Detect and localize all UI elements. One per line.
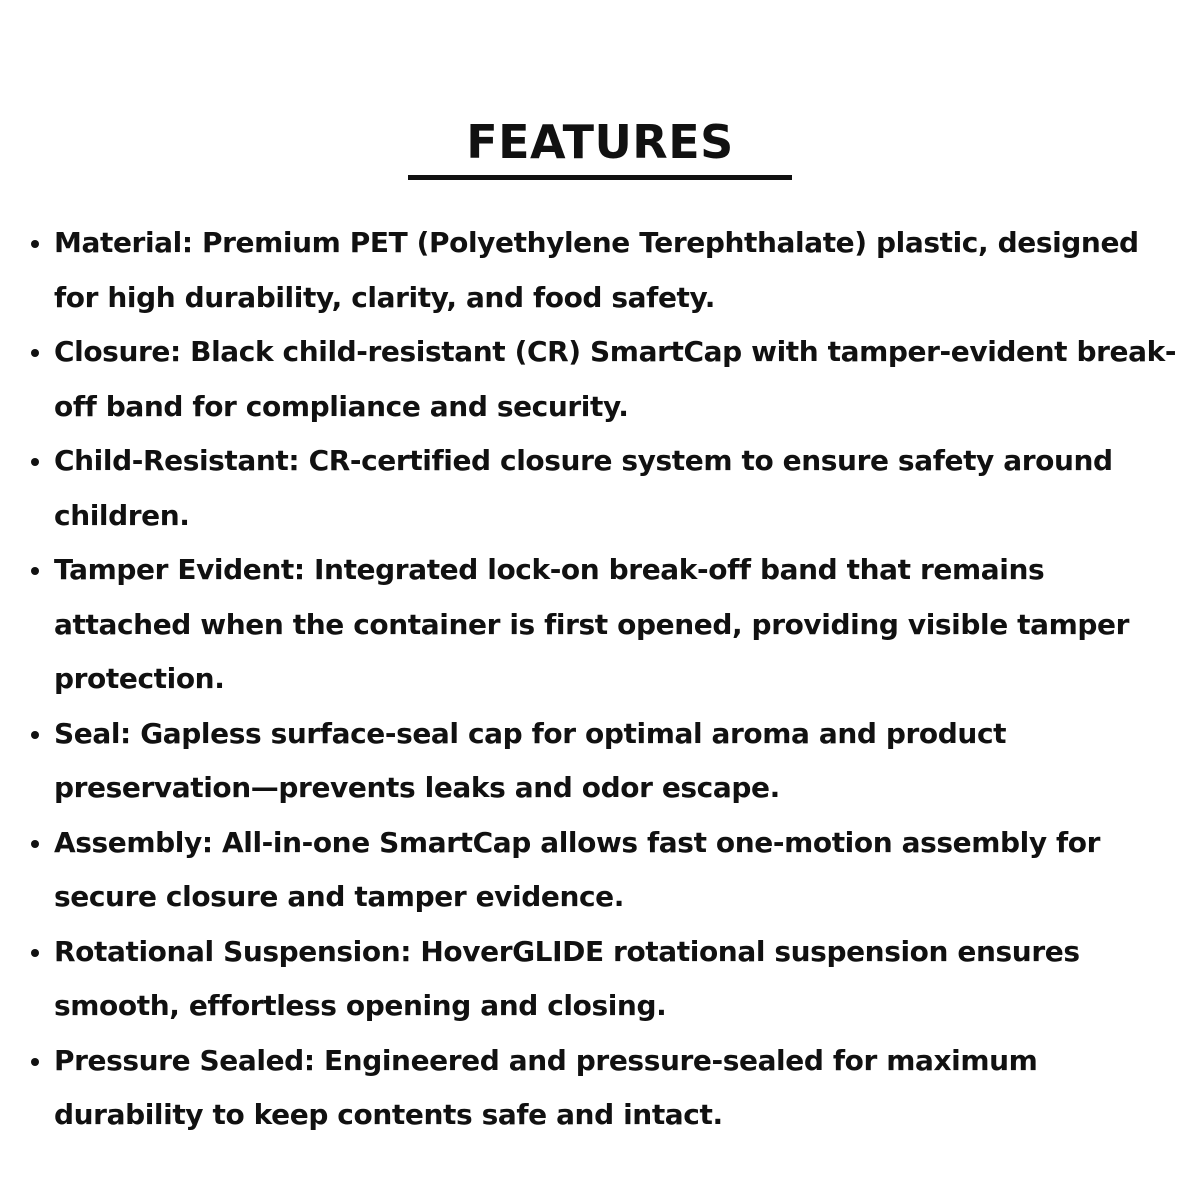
- feature-text: Child-Resistant: CR-certified closure system to ensure safety around children.: [54, 444, 1113, 532]
- feature-text: Tamper Evident: Integrated lock-on break-off band that remains attached when the container is first opened, providing visible tamper protection.: [54, 553, 1130, 695]
- page-title: FEATURES: [466, 115, 734, 169]
- feature-text: Closure: Black child-resistant (CR) SmartCap with tamper-evident break-off band for compliance and security.: [54, 335, 1177, 423]
- bullet-icon: [31, 731, 39, 739]
- bullet-icon: [31, 840, 39, 848]
- feature-item-tamper-evident: [0, 543, 1200, 707]
- bullet-icon: [31, 458, 39, 466]
- feature-list: [0, 216, 1200, 1143]
- feature-item-seal: [0, 707, 1200, 816]
- feature-item-child-resistant: [0, 434, 1200, 543]
- bullet-icon: [31, 349, 39, 357]
- feature-text: Pressure Sealed: Engineered and pressure-sealed for maximum durability to keep contents safe and intact.: [54, 1043, 1038, 1131]
- bullet-icon: [31, 567, 39, 575]
- feature-text: Rotational Suspension: HoverGLIDE rotational suspension ensures smooth, effortless opening and closing.: [54, 934, 1080, 1022]
- bullet-icon: [31, 1058, 39, 1066]
- feature-item-closure: [0, 325, 1200, 434]
- feature-text: Assembly: All-in-one SmartCap allows fast one-motion assembly for secure closure and tamper evidence.: [54, 825, 1101, 913]
- bullet-icon: [31, 240, 39, 248]
- feature-text: Material: Premium PET (Polyethylene Terephthalate) plastic, designed for high durability, clarity, and food safety.: [54, 226, 1139, 314]
- feature-item-material: [0, 216, 1200, 325]
- feature-item-pressure-sealed: [0, 1034, 1200, 1143]
- title-underline: [408, 175, 792, 180]
- feature-item-assembly: [0, 816, 1200, 925]
- feature-text: Seal: Gapless surface-seal cap for optimal aroma and product preservation—prevents leaks and odor escape.: [54, 716, 1007, 804]
- bullet-icon: [31, 949, 39, 957]
- feature-item-rotational-suspension: [0, 925, 1200, 1034]
